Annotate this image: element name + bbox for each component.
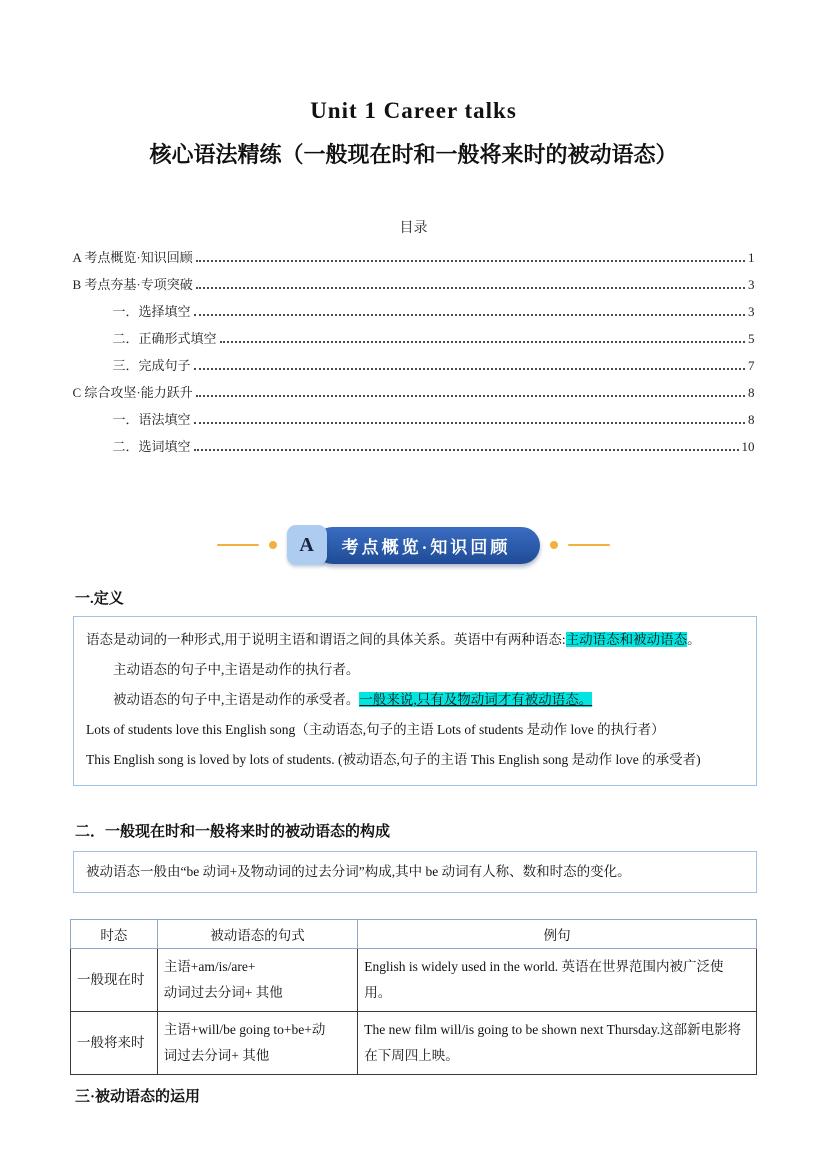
toc-item-label: 二．选词填空 [112,439,191,454]
cell-tense: 一般将来时 [71,1012,158,1075]
col-header-pattern: 被动语态的句式 [157,920,357,949]
document-title-english: Unit 1 Career talks [310,98,517,123]
toc-page-number: 1 [748,250,755,265]
toc-dot-leader [196,395,745,397]
usage-heading: 三·被动语态的运用 [75,1089,201,1105]
toc-item-label: 二．正确形式填空 [112,331,217,346]
toc-item-c[interactable] [73,382,755,409]
toc-heading: 目录 [399,221,428,236]
toc-dot-leader [194,314,745,316]
definition-heading: 一.定义 [75,591,124,607]
table-row [71,1012,757,1075]
cell-tense: 一般现在时 [71,949,158,1012]
document-title-chinese: 核心语法精练（一般现在时和一般将来时的被动语态） [149,142,678,167]
decorative-line-right [568,544,610,546]
decorative-dot-left [269,541,277,549]
highlighted-text: 主动语态和被动语态 [565,632,688,647]
toc-item-b[interactable] [73,274,755,301]
toc-page-number: 5 [748,331,755,346]
toc-page-number: 10 [741,439,755,454]
col-header-tense: 时态 [71,920,158,949]
toc-item-b1[interactable] [73,301,755,328]
construction-note-box: 被动语态一般由“be 动词+及物动词的过去分词”构成,其中 be 动词有人称、数和时态的变化。 [73,851,757,893]
toc-dot-leader [194,449,739,451]
col-header-example: 例句 [358,920,757,949]
definition-paragraph-3: 被动语态的句子中,主语是动作的承受者。一般来说,只有及物动词才有被动语态。 [113,692,593,707]
construction-heading: 二．一般现在时和一般将来时的被动语态的构成 [75,824,391,840]
toc-item-label: 三．完成句子 [112,358,191,373]
toc-dot-leader [194,368,745,370]
definition-paragraph-1: 语态是动词的一种形式,用于说明主语和谓语之间的具体关系。英语中有两种语态:主动语态和被动语态。 [86,632,701,647]
highlighted-underlined-text: 一般来说,只有及物动词才有被动语态。 [359,692,593,707]
table-row [71,949,757,1012]
toc-item-label: C 综合攻坚·能力跃升 [72,385,193,400]
cell-pattern: 主语+am/is/are+ 动词过去分词+ 其他 [157,949,357,1012]
cell-example: English is widely used in the world. 英语在世界范围内被广泛使用。 [358,949,757,1012]
table-header-row [71,920,757,949]
toc-item-a[interactable] [73,247,755,274]
toc-item-b2[interactable] [73,328,755,355]
passive-voice-table [70,919,757,1075]
cell-pattern: 主语+will/be going to+be+动 词过去分词+ 其他 [157,1012,357,1075]
example-sentence-active: Lots of students love this English song（主动语态,句子的主语 Lots of students 是动作 love 的执行者） [86,722,665,737]
toc-item-label: B 考点夯基·专项突破 [72,277,193,292]
definition-paragraph-2: 主动语态的句子中,主语是动作的执行者。 [113,662,360,677]
toc-dot-leader [196,287,745,289]
toc-item-c1[interactable] [73,409,755,436]
cell-example: The new film will/is going to be shown next Thursday.这部新电影将在下周四上映。 [358,1012,757,1075]
toc-item-label: 一．选择填空 [112,304,191,319]
section-title-pill: 考点概览·知识回顾 [314,527,541,564]
decorative-dot-right [550,541,558,549]
toc-page-number: 8 [748,412,755,427]
table-of-contents [73,217,755,463]
example-sentence-passive: This English song is loved by lots of students. (被动语态,句子的主语 This English song 是动作 love 的承受者) [86,752,701,767]
toc-item-label: A 考点概览·知识回顾 [72,250,193,265]
toc-page-number: 3 [748,277,755,292]
toc-page-number: 8 [748,385,755,400]
definition-box [73,616,757,786]
toc-item-c2[interactable] [73,436,755,463]
toc-dot-leader [194,422,745,424]
section-letter-badge: A [287,525,327,565]
toc-page-number: 7 [748,358,755,373]
toc-item-b3[interactable] [73,355,755,382]
decorative-line-left [217,544,259,546]
toc-dot-leader [196,260,745,262]
section-a-banner [0,525,827,565]
toc-dot-leader [220,341,745,343]
toc-page-number: 3 [748,304,755,319]
toc-item-label: 一．语法填空 [112,412,191,427]
